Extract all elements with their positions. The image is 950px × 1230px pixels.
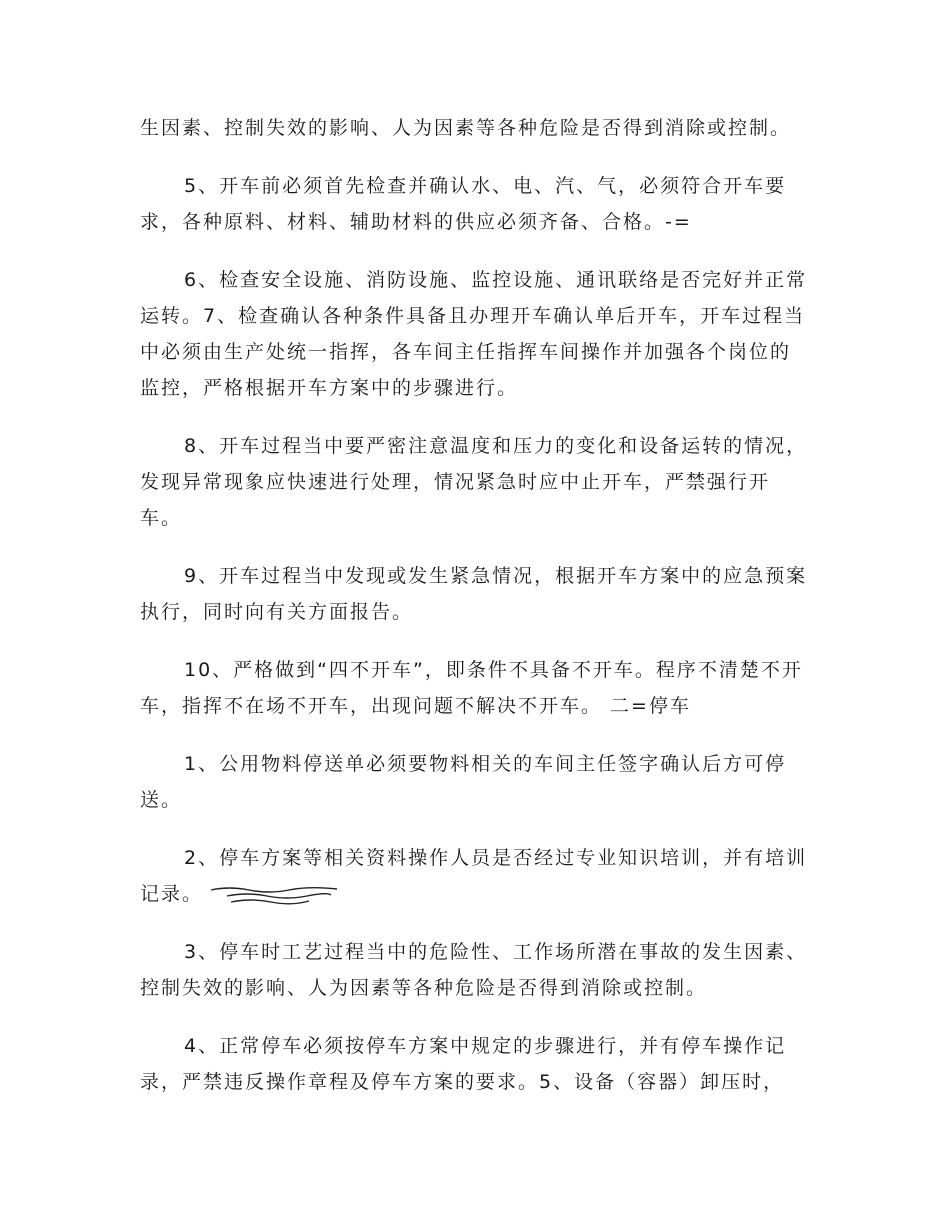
document-body (140, 110, 810, 1122)
paragraph-item-9: 9、开车过程当中发现或发生紧急情况，根据开车方案中的应急预案执行，同时向有关方面报告。 (140, 565, 808, 623)
paragraph-stop-item-3: 3、停车时工艺过程当中的危险性、工作场所潜在事故的发生因素、控制失效的影响、人为因素等各种危险是否得到消除或控制。 (140, 941, 808, 999)
paragraph-continuation: 生因素、控制失效的影响、人为因素等各种危险是否得到消除或控制。 (140, 117, 792, 139)
paragraph-stop-item-4-5: 4、正常停车必须按停车方案中规定的步骤进行，并有停车操作记录，严禁违反操作章程及停车方案的要求。5、设备（容器）卸压时， (140, 1035, 787, 1093)
paragraph-stop-item-1: 1、公用物料停送单必须要物料相关的车间主任签字确认后方可停送。 (140, 753, 787, 811)
paragraph-item-10: 10、严格做到“四不开车”，即条件不具备不开车。程序不清楚不开车，指挥不在场不开车，出现问题不解决不开车。 二=停车 (140, 659, 803, 717)
paragraph-item-8: 8、开车过程当中要严密注意温度和压力的变化和设备运转的情况，发现异常现象应快速进行处理，情况紧急时应中止开车，严禁强行开车。 (140, 435, 808, 529)
paragraph-stop-item-2-text: 2、停车方案等相关资料操作人员是否经过专业知识培训，并有培训记录。 (140, 847, 808, 905)
paragraph-stop-item-2 (140, 840, 810, 912)
paragraph-item-5: 5、开车前必须首先检查并确认水、电、汽、气，必须符合开车要求，各种原料、材料、辅助材料的供应必须齐备、合格。-= (140, 175, 787, 233)
paragraph-item-6-7: 6、检查安全设施、消防设施、监控设施、通讯联络是否完好并正常运转。7、检查确认各种条件具备且办理开车确认单后开车，开车过程当中必须由生产处统一指挥，各车间主任指挥车间操作并加强各个岗位的监控，严格根据开车方案中的步骤进行。 (140, 269, 808, 399)
wavy-underline-mark (209, 884, 339, 906)
